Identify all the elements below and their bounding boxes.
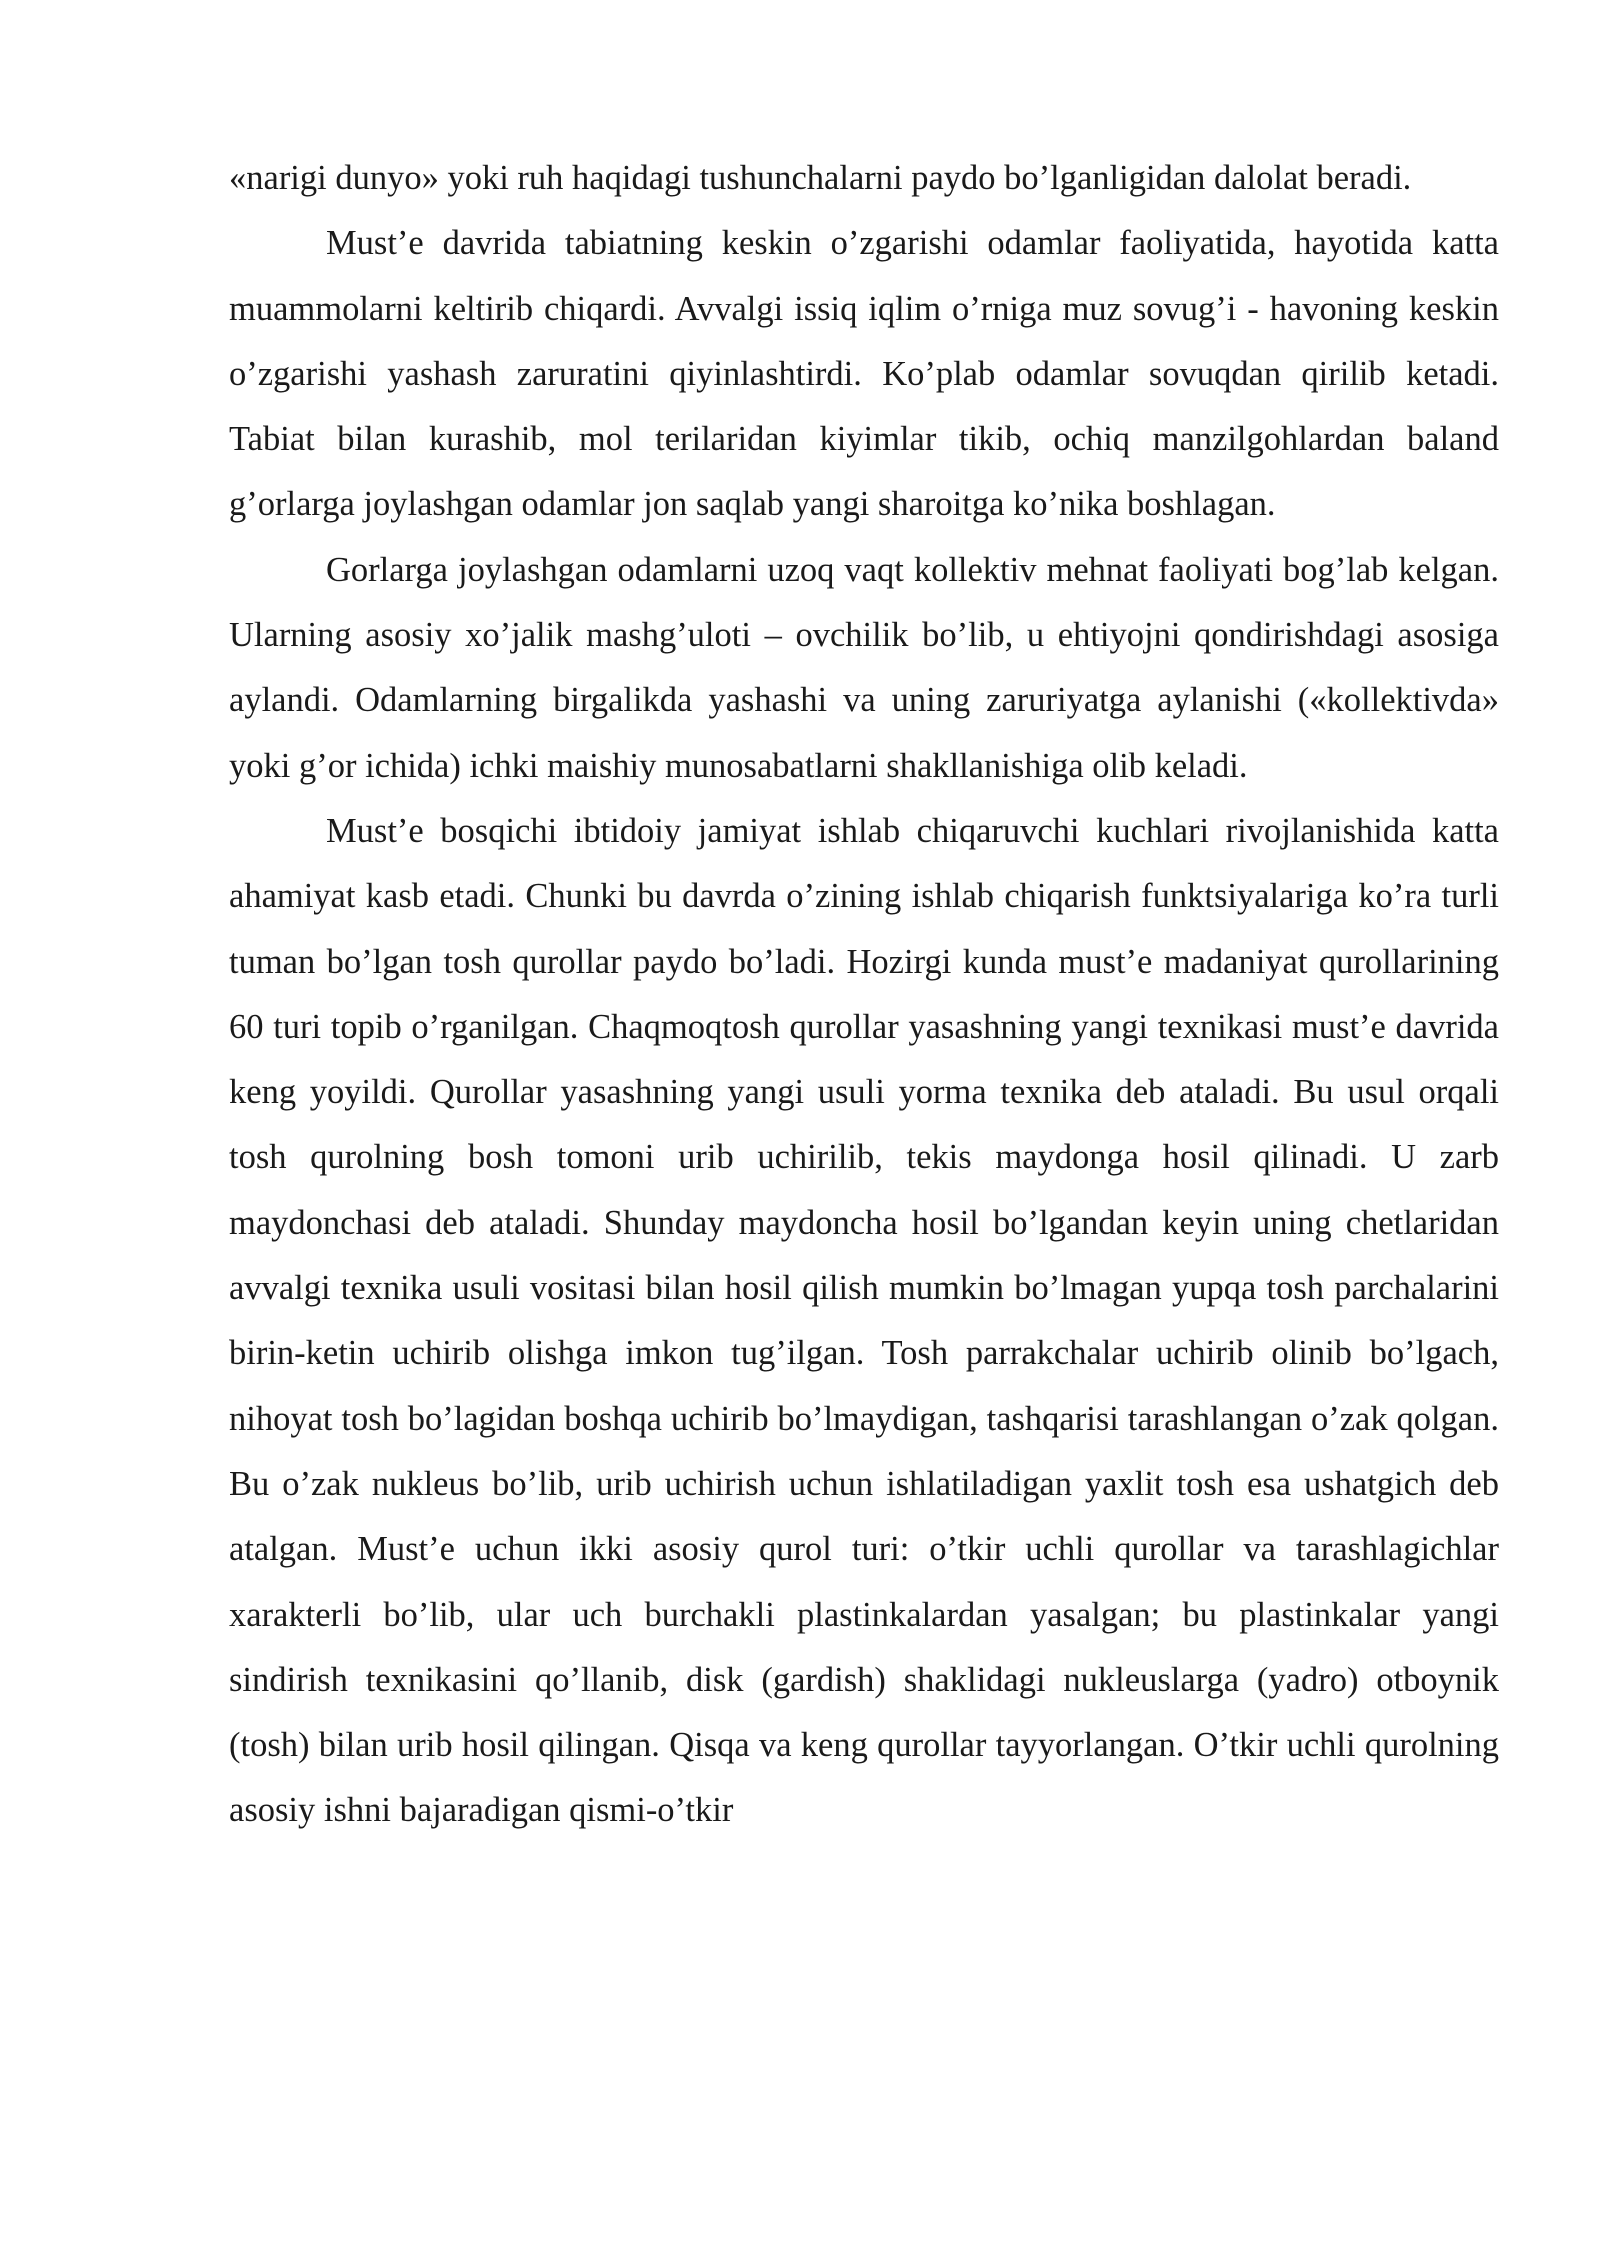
text-body [229, 146, 1499, 1844]
paragraph-2: Must’e davrida tabiatning keskin o’zgarishi odamlar faoliyatida, hayotida katta muammolarni keltirib chiqardi. Avvalgi issiq iqlim o’rniga muz sovug’i - havoning keskin o’zgarishi yashash zaruratini qiyinlashtirdi. Ko’plab odamlar sovuqdan qirilib ketadi. Tabiat bilan kurashib, mol terilaridan kiyimlar tikib, ochiq manzilgohlardan baland g’orlarga joylashgan odamlar jon saqlab yangi sharoitga ko’nika boshlagan. [229, 224, 1499, 524]
paragraph-4: Must’e bosqichi ibtidoiy jamiyat ishlab chiqaruvchi kuchlari rivojlanishida katta ahamiyat kasb etadi. Chunki bu davrda o’zining ishlab chiqarish funktsiyalariga ko’ra turli tuman bo’lgan tosh qurollar paydo bo’ladi. Hozirgi kunda must’e madaniyat qurollarining 60 turi topib o’rganilgan. Chaqmoqtosh qurollar yasashning yangi texnikasi must’e davrida keng yoyildi. Qurollar yasashning yangi usuli yorma texnika deb ataladi. Bu usul orqali tosh qurolning bosh tomoni urib uchirilib, tekis maydonga hosil qilinadi. U zarb maydonchasi deb ataladi. Shunday maydoncha hosil bo’lgandan keyin uning chetlaridan avvalgi texnika usuli vositasi bilan hosil qilish mumkin bo’lmagan yupqa tosh parchalarini birin-ketin uchirib olishga imkon tug’ilgan. Tosh parrakchalar uchirib olinib bo’lgach, nihoyat tosh bo’lagidan boshqa uchirib bo’lmaydigan, tashqarisi tarashlangan o’zak qolgan. Bu o’zak nukleus bo’lib, urib uchirish uchun ishlatiladigan yaxlit tosh esa ushatgich deb atalgan. Must’e uchun ikki asosiy qurol turi: o’tkir uchli qurollar va tarashlagichlar xarakterli bo’lib, ular uch burchakli plastinkalardan yasalgan; bu plastinkalar yangi sindirish texnikasini qo’llanib, disk (gardish) shaklidagi nukleuslarga (yadro) otboynik (tosh) bilan urib hosil qilingan. Qisqa va keng qurollar tayyorlangan. O’tkir uchli qurolning asosiy ishni bajaradigan qismi-o’tkir [229, 811, 1499, 1830]
paragraph-1: «narigi dunyo» yoki ruh haqidagi tushunchalarni paydo bo’lganligidan dalolat beradi. [229, 159, 1412, 197]
paragraph-3: Gorlarga joylashgan odamlarni uzoq vaqt kollektiv mehnat faoliyati bog’lab kelgan. Ularning asosiy xo’jalik mashg’uloti – ovchilik bo’lib, u ehtiyojni qondirishdagi asosiga aylandi. Odamlarning birgalikda yashashi va uning zaruriyatga aylanishi («kollektivda» yoki g’or ichida) ichki maishiy munosabatlarni shakllanishiga olib keladi. [229, 550, 1499, 785]
